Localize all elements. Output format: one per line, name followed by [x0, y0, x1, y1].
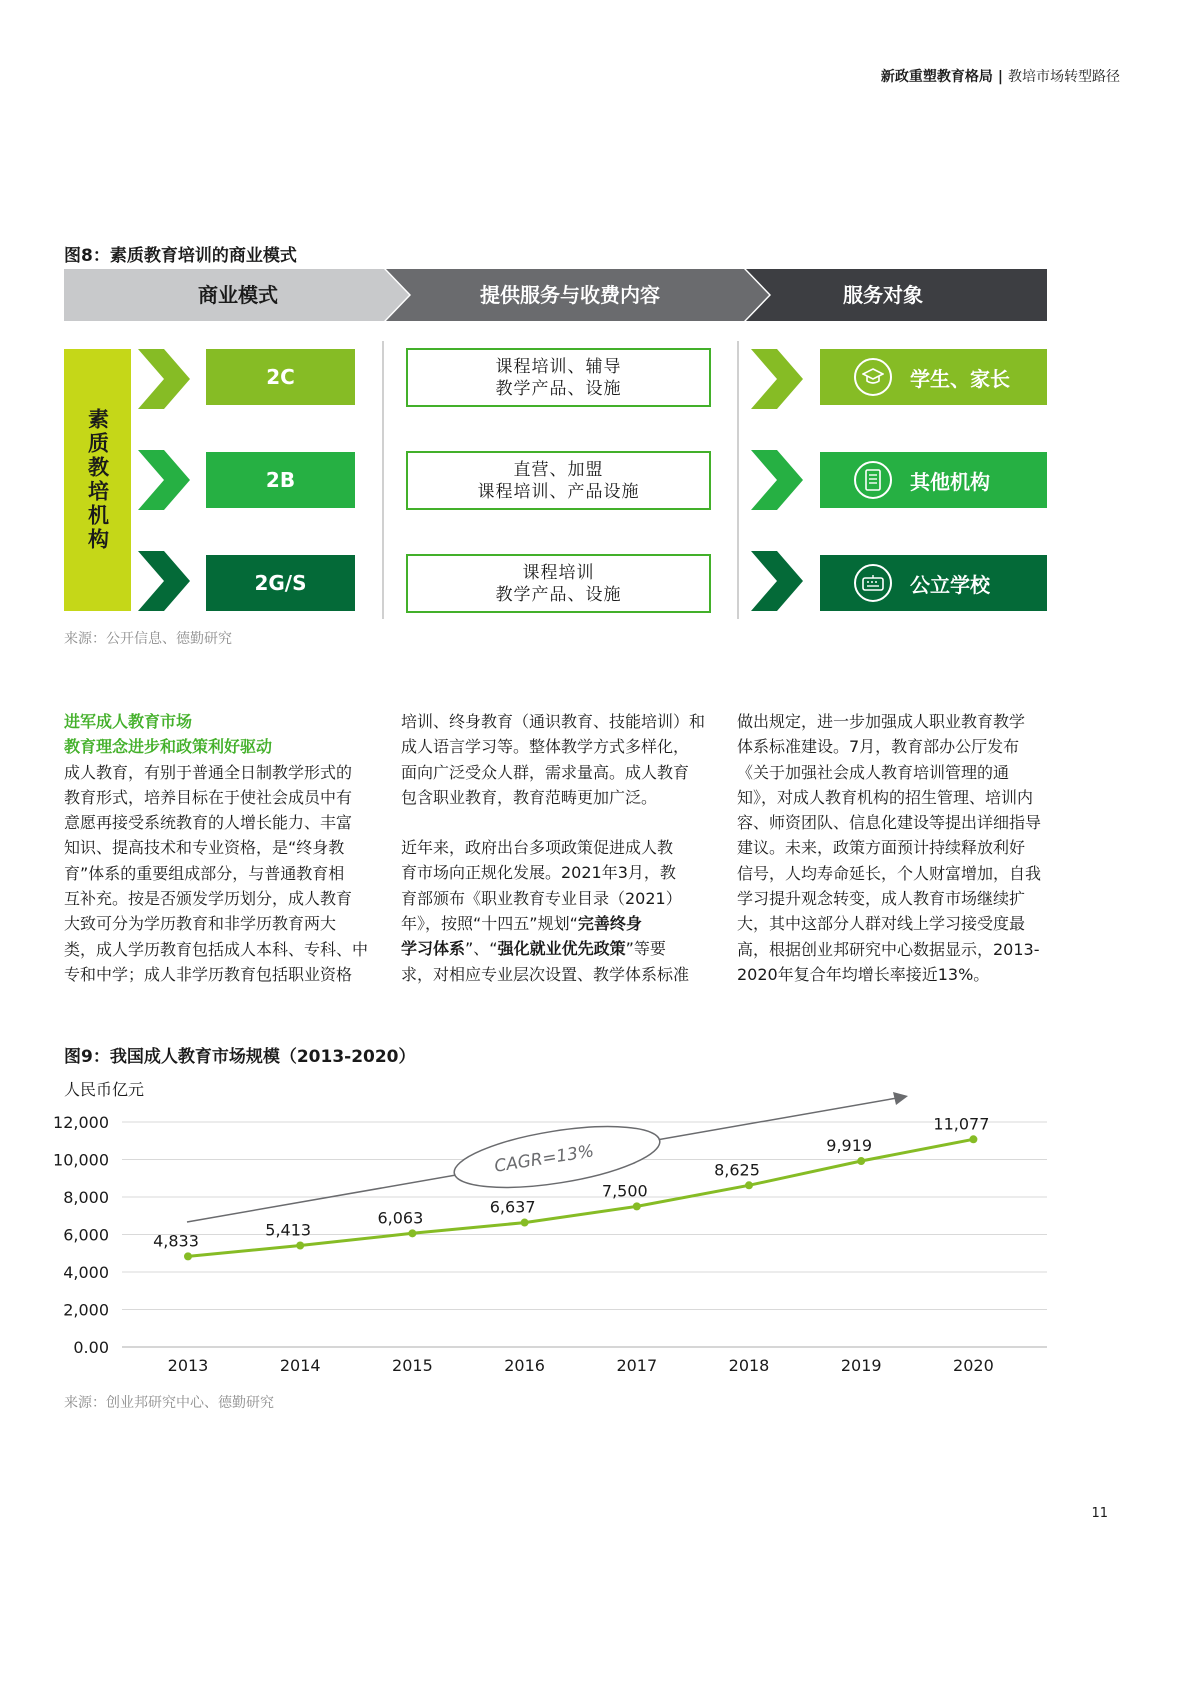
text-column-1: [64, 709, 376, 987]
target-box-students: [820, 349, 1047, 405]
right-chevrons: [751, 349, 803, 611]
text-line: 学习提升观念转变，成人教育市场继续扩: [737, 889, 1026, 909]
text-line: 体系标准建设。7月，教育部办公厅发布: [737, 737, 1020, 757]
text-line: 信号，人均寿命延长，个人财富增加，自我: [737, 863, 1042, 883]
data-point: [969, 1135, 977, 1143]
target-label: 公立学校: [910, 572, 990, 597]
divider: [382, 341, 384, 619]
arrow-head-icon: [893, 1092, 908, 1105]
section-heading: 进军成人教育市场: [64, 712, 193, 731]
data-point: [408, 1229, 416, 1237]
cagr-label: CAGR=13%: [493, 1141, 596, 1177]
text-line: 2020年复合年均增长率接近13%。: [737, 964, 990, 984]
text-line: 专和中学；成人非学历教育包括职业资格: [64, 964, 353, 984]
text-line: 包含职业教育，教育范畴更加广泛。: [401, 787, 658, 807]
service-line: 直营、加盟: [513, 459, 604, 480]
text-line: 年》，按照“十四五”规划“完善终身: [401, 914, 642, 934]
left-chevrons: [138, 349, 190, 611]
section-subheading: 教育理念进步和政策利好驱动: [64, 737, 273, 757]
service-line: 课程培训: [522, 562, 595, 583]
text-line: 教育形式，培养目标在于使社会成员中有: [64, 787, 353, 807]
y-tick-label: 12,000: [53, 1113, 109, 1132]
chevron-right-icon: [751, 551, 803, 611]
text-line: 育”体系的重要组成部分，与普通教育相: [64, 863, 345, 883]
x-tick-label: 2013: [167, 1356, 209, 1375]
type-box-2c: 2C: [206, 349, 355, 405]
x-tick-label: 2017: [616, 1356, 658, 1375]
fig9-source: 来源：创业邦研究中心、德勤研究: [64, 1395, 274, 1411]
data-point: [521, 1219, 529, 1227]
text-line: 类，成人学历教育包括成人本科、专科、中: [64, 939, 369, 959]
y-tick-label: 10,000: [53, 1150, 109, 1170]
type-box-2b: 2B: [206, 452, 355, 508]
text-column-2: [401, 709, 713, 987]
bold-phrase: 完善终身: [577, 914, 642, 934]
bold-phrase: 学习体系: [401, 939, 466, 959]
text-line: 知识、提高技术和专业资格，是“终身教: [64, 838, 345, 858]
service-box-2b: [406, 451, 711, 510]
data-point: [633, 1202, 641, 1210]
text-line: 近年来，政府出台多项政策促进成人教: [401, 838, 674, 858]
data-point: [184, 1252, 192, 1260]
target-box-schools: [820, 555, 1047, 611]
text-line: 做出规定，进一步加强成人职业教育教学: [737, 712, 1026, 731]
data-label: 4,833: [153, 1231, 199, 1251]
text-line: 知》，对成人教育机构的招生管理、培训内: [737, 787, 1034, 807]
fig8-source: 来源：公开信息、德勤研究: [64, 631, 232, 647]
y-tick-label: 4,000: [63, 1263, 109, 1282]
text-line: 高，根据创业邦研究中心数据显示，2013-: [737, 939, 1040, 959]
y-axis-label: 人民币亿元: [64, 1080, 145, 1099]
fig8-title: 图8：素质教育培训的商业模式: [64, 246, 297, 266]
data-label: 6,637: [489, 1197, 536, 1217]
data-label: 11,077: [933, 1114, 990, 1134]
chevron-right-icon: [751, 450, 803, 510]
y-tick-label: 0.00: [73, 1338, 109, 1357]
data-point: [857, 1157, 865, 1165]
fig9-title: 图9：我国成人教育市场规模（2013-2020）: [64, 1047, 416, 1067]
data-point: [296, 1242, 304, 1250]
divider: [737, 341, 739, 619]
text-line: 意愿再接受系统教育的人增长能力、丰富: [64, 813, 353, 833]
service-line: 课程培训、辅导: [495, 356, 622, 377]
data-label: 5,413: [265, 1220, 312, 1240]
y-tick-label: 6,000: [63, 1225, 109, 1245]
band-label-business-model: 商业模式: [198, 283, 278, 307]
graduation-cap-icon: [854, 358, 892, 396]
text-line: 求，对相应专业层次设置、教学体系标准: [401, 964, 690, 984]
service-line: 课程培训、产品设施: [477, 481, 640, 502]
target-label: 学生、家长: [910, 366, 1010, 391]
x-tick-label: 2014: [279, 1356, 321, 1375]
text-line: 《关于加强社会成人教育培训管理的通: [737, 762, 1010, 782]
header-title: 新政重塑教育格局: [880, 69, 993, 85]
service-line: 教学产品、设施: [495, 378, 622, 399]
running-header: [881, 66, 1120, 86]
x-tick-label: 2020: [953, 1356, 994, 1375]
band-label-services: 提供服务与收费内容: [480, 283, 660, 307]
text-line: 育市场向正规化发展。2021年3月，教: [401, 863, 676, 883]
x-tick-label: 2019: [840, 1356, 882, 1375]
chevron-right-icon: [138, 349, 190, 409]
text-line: 大致可分为学历教育和非学历教育两大: [64, 914, 337, 934]
text-line: 建议。未来，政策方面预计持续释放利好: [737, 838, 1026, 858]
service-line: 教学产品、设施: [495, 584, 622, 605]
text-line: 培训、终身教育（通识教育、技能培训）和: [401, 712, 706, 731]
x-tick-label: 2016: [504, 1356, 545, 1375]
x-tick-label: 2018: [728, 1356, 770, 1375]
market-size-chart: [0, 1070, 1190, 1390]
keyboard-icon: [854, 564, 892, 602]
chevron-right-icon: [138, 551, 190, 611]
band-label-targets: 服务对象: [843, 283, 923, 307]
text-line: 容、师资团队、信息化建设等提出详细指导: [737, 813, 1042, 833]
y-tick-label: 2,000: [63, 1300, 109, 1320]
org-label: 素质教培机构: [85, 408, 110, 552]
data-label: 6,063: [377, 1208, 424, 1228]
document-icon: [854, 461, 892, 499]
header-subtitle: 教培市场转型路径: [1008, 69, 1120, 85]
target-box-institutions: [820, 452, 1047, 508]
org-bar: [64, 349, 131, 611]
service-box-2gs: [406, 554, 711, 613]
type-box-2gs: 2G/S: [206, 555, 355, 611]
data-label: 9,919: [826, 1136, 873, 1156]
data-label: 7,500: [601, 1181, 648, 1201]
header-separator: |: [997, 69, 1003, 85]
page-number: 11: [1091, 1506, 1108, 1521]
text-line: 学习体系”、“强化就业优先政策”等要: [401, 939, 666, 959]
chevron-right-icon: [751, 349, 803, 409]
data-label: 8,625: [714, 1160, 760, 1180]
service-box-2c: [406, 348, 711, 407]
text-line: 大，其中这部分人群对线上学习接受度最: [737, 914, 1026, 934]
target-label: 其他机构: [910, 469, 990, 494]
chevron-right-icon: [138, 450, 190, 510]
text-line: 育部颁布《职业教育专业目录（2021）: [401, 888, 682, 908]
cagr-trend-annotation: [187, 1092, 908, 1222]
text-line: 面向广泛受众人群，需求量高。成人教育: [401, 762, 690, 782]
x-tick-label: 2015: [392, 1356, 433, 1375]
y-tick-label: 8,000: [63, 1188, 109, 1207]
data-point: [745, 1181, 753, 1189]
text-line: 成人教育，有别于普通全日制教学形式的: [64, 762, 353, 782]
bold-phrase: 强化就业优先政策: [497, 939, 626, 959]
text-line: 成人语言学习等。整体教学方式多样化，: [401, 737, 690, 757]
text-column-3: [737, 709, 1049, 987]
text-line: 互补充。按是否颁发学历划分，成人教育: [64, 889, 353, 909]
